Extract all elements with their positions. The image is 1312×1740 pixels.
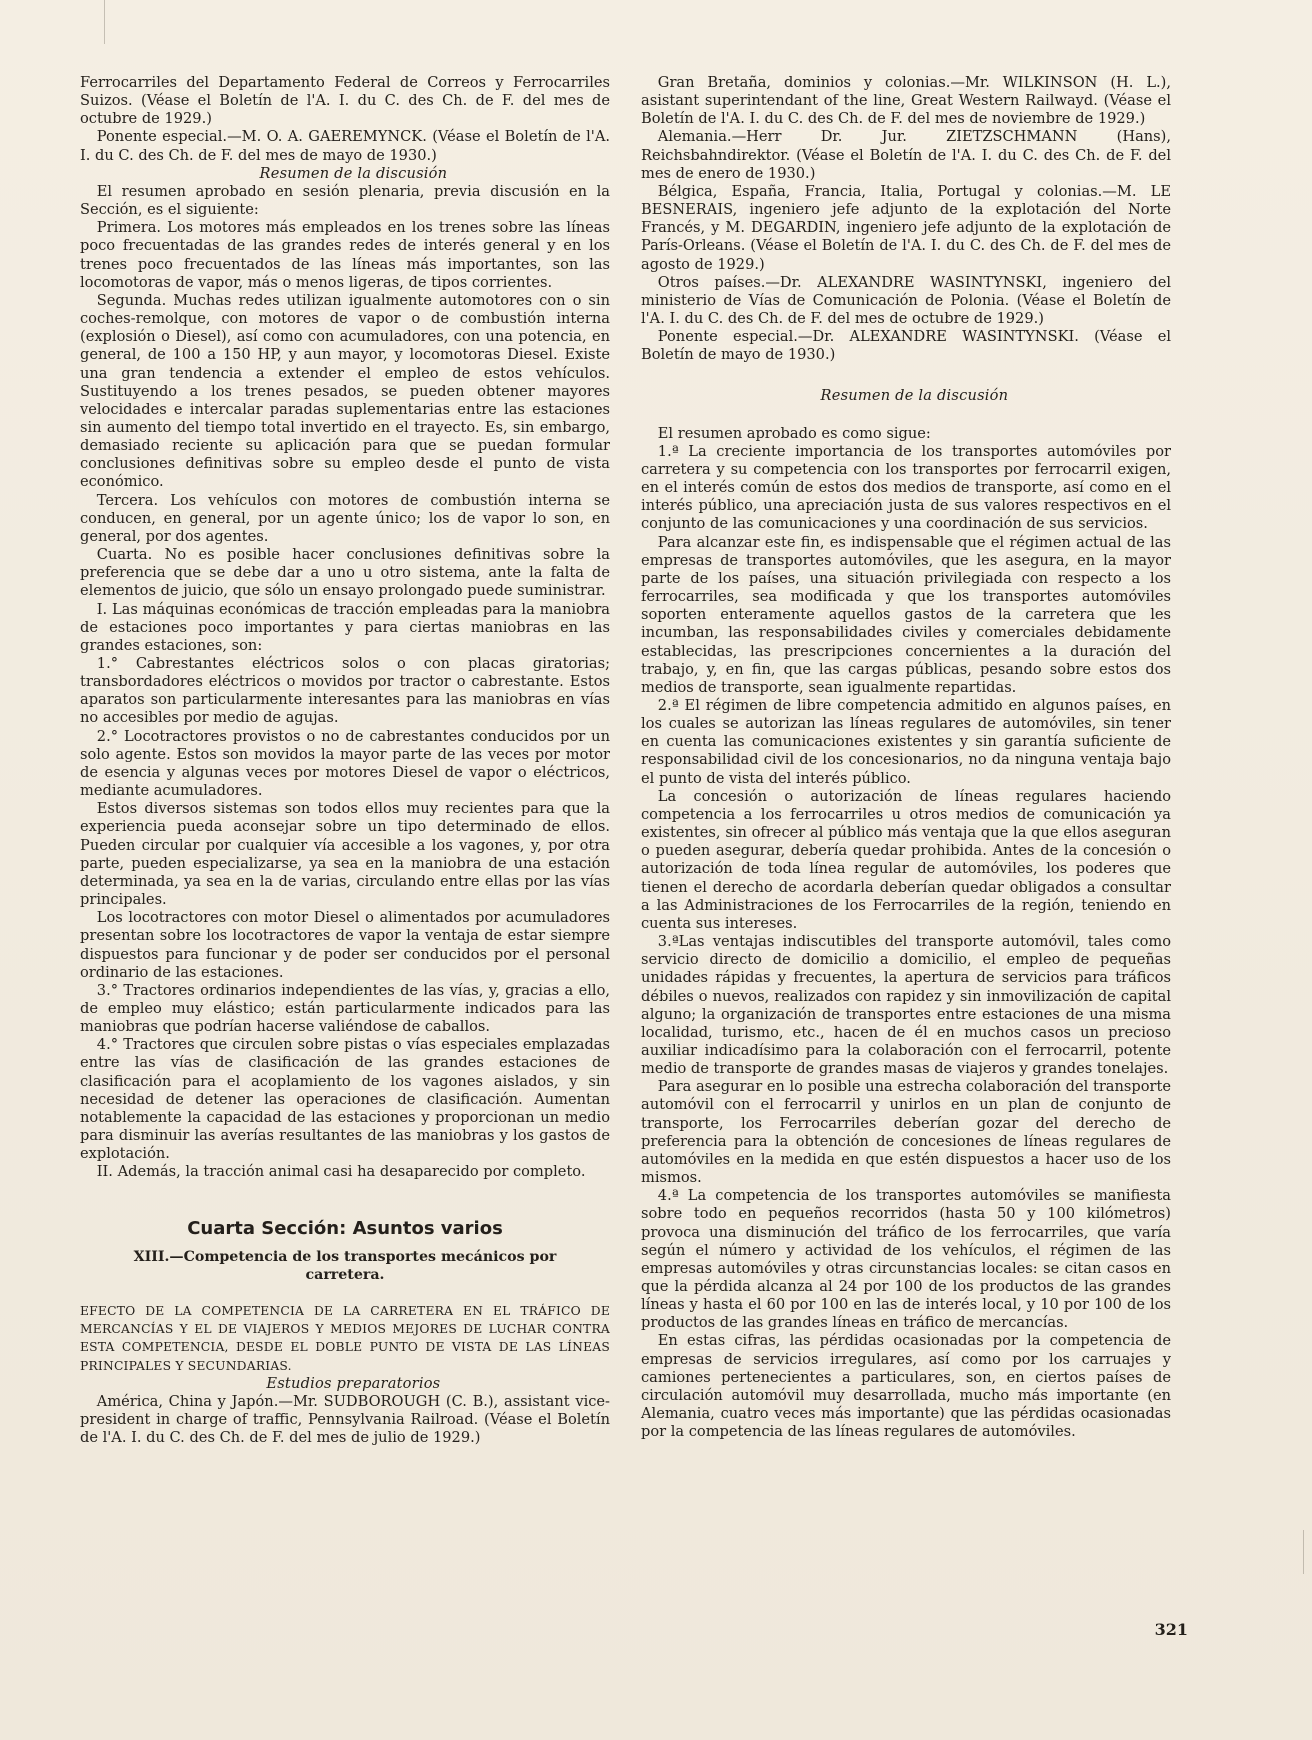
paragraph: 3.° Tractores ordinarios independientes de las vías, y, gracias a ello, de empleo muy elástico; están particularmente indicados para las maniobras que podrían hacerse valiéndose de caballos. bbox=[80, 981, 610, 1036]
paragraph: 1.° Cabrestantes eléctricos solos o con placas giratorias; transbordadores eléctricos o movidos por tractor o cabrestante. Estos aparatos son particularmente interesantes para las maniobras en vías no accesibles por medio de agujas. bbox=[80, 655, 610, 727]
paragraph: Ponente especial.—M. O. A. GAEREMYNCK. (Véase el Boletín de l'A. I. du C. des Ch. de F. del mes de mayo de 1930.) bbox=[80, 128, 610, 164]
paragraph: Gran Bretaña, dominios y colonias.—Mr. WILKINSON (H. L.), asistant superintendant of the line, Great Western Railwayd. (Véase el Boletín de l'A. I. du C. des Ch. de F. del mes de noviembre de 1929.) bbox=[641, 74, 1171, 128]
paragraph: Otros países.—Dr. ALEXANDRE WASINTYNSKI, ingeniero del ministerio de Vías de Comunicación de Polonia. (Véase el Boletín de l'A. I. du C. des Ch. de F. del mes de octubre de 1929.) bbox=[641, 273, 1171, 328]
paragraph: Cuarta. No es posible hacer conclusiones definitivas sobre la preferencia que se debe dar a uno u otro sistema, ante la falta de elementos de juicio, que sólo un ensayo prolongado puede suministrar. bbox=[80, 546, 610, 600]
paragraph: 2.° Locotractores provistos o no de cabrestantes conducidos por un solo agente. Estos son movidos la mayor parte de las veces por motor de esencia y algunas veces por motores Diesel de vapor o eléctricos, mediante acumuladores. bbox=[80, 727, 610, 800]
page-number: 321 bbox=[1154, 1620, 1188, 1639]
right-column bbox=[641, 74, 1171, 1441]
paragraph: II. Además, la tracción animal casi ha desaparecido por completo. bbox=[96, 1163, 586, 1181]
left-column bbox=[80, 74, 610, 1448]
paragraph: I. Las máquinas económicas de tracción empleadas para la maniobra de estaciones poco importantes y para ciertas maniobras en las grandes estaciones, son: bbox=[80, 600, 610, 654]
paragraph: 2.ª El régimen de libre competencia admitido en algunos países, en los cuales se autorizan las líneas regulares de automóviles, sin tener en cuenta las comunicaciones existentes y sin garantía suficiente de responsabilidad civil de los concesionarios, no da ninguna ventaja bajo el punto de vista del interés público. bbox=[641, 697, 1171, 787]
paragraph: Para alcanzar este fin, es indispensable que el régimen actual de las empresas de transportes automóviles, que les asegura, en la mayor parte de los países, una situación privilegiada con respecto a los ferrocarriles, sea modificada y que los transportes automóviles soporten enteramente aquellos gastos de la carretera que les incumban, las responsabilidades civiles y comerciales debidamente establecidas, las prescripciones concernientes a la duración del trabajo, y, en fin, que las cargas públicas, pesando sobre estos dos medios de transporte, sean igualmente repartidas. bbox=[641, 533, 1171, 696]
scan-artifact-line bbox=[104, 0, 105, 44]
section-heading-resumen: Resumen de la discusión bbox=[259, 164, 448, 182]
subsection-title: XIII.—Competencia de los transportes mecánicos por carretera. bbox=[133, 1248, 557, 1283]
section-title: Cuarta Sección: Asuntos varios bbox=[187, 1217, 503, 1239]
scan-artifact-line bbox=[1303, 1530, 1304, 1574]
section-heading-resumen: Resumen de la discusión bbox=[820, 386, 1009, 404]
paragraph: La concesión o autorización de líneas regulares haciendo competencia a los ferrocarriles u otros medios de comunicación ya existentes, sin ofrecer al público más ventaja que la que ellos aseguran o pueden asegurar, debería quedar prohibida. Antes de la concesión o autorización de toda línea regular de automóviles, los poderes que tienen el derecho de acordarla deberían quedar obligados a consultar a las Administraciones de los Ferrocarriles de la región, teniendo en cuenta sus intereses. bbox=[641, 787, 1171, 932]
paragraph: Ponente especial.—Dr. ALEXANDRE WASINTYNSKI. (Véase el Boletín de mayo de 1930.) bbox=[641, 328, 1171, 364]
section-heading-estudios: Estudios preparatorios bbox=[266, 1374, 441, 1392]
topic-statement: EFECTO DE LA COMPETENCIA DE LA CARRETERA EN EL TRÁFICO DE MERCANCÍAS Y EL DE VIAJEROS Y MEDIOS MEJORES DE LUCHAR CONTRA ESTA COMPETENCIA, DESDE EL DOBLE PUNTO DE VISTA DE LAS LÍNEAS PRINCIPALES Y SECUNDARIAS. bbox=[80, 1303, 610, 1373]
paragraph: En estas cifras, las pérdidas ocasionadas por la competencia de empresas de servicios irregulares, así como por los carruajes y camiones pertenecientes a particulares, son, en ciertos países de circulación automóvil muy desarrollada, mucho más importante (en Alemania, cuatro veces más importante) que las pérdidas ocasionadas por la competencia de las líneas regulares de automóviles. bbox=[641, 1332, 1171, 1441]
paragraph: Bélgica, España, Francia, Italia, Portugal y colonias.—M. LE BESNERAIS, ingeniero jefe adjunto de la explotación del Norte Francés, y M. DEGARDIN, ingeniero jefe adjunto de la explotación de París-Orleans. (Véase el Boletín de l'A. I. du C. des Ch. de F. del mes de agosto de 1929.) bbox=[641, 182, 1171, 273]
paragraph: El resumen aprobado en sesión plenaria, previa discusión en la Sección, es el siguiente: bbox=[80, 182, 610, 219]
paragraph: 4.° Tractores que circulen sobre pistas o vías especiales emplazadas entre las vías de clasificación de las grandes estaciones de clasificación para el acoplamiento de los vagones aislados, y sin necesidad de detener las operaciones de clasificación. Aumentan notablemente la capacidad de las estaciones y proporcionan un medio para disminuir las averías resultantes de las maniobras y los gastos de explotación. bbox=[80, 1036, 610, 1163]
paragraph: Tercera. Los vehículos con motores de combustión interna se conducen, en general, por un agente único; los de vapor lo son, en general, por dos agentes. bbox=[80, 491, 610, 545]
paragraph: 3.ªLas ventajas indiscutibles del transporte automóvil, tales como servicio directo de domicilio a domicilio, el empleo de pequeñas unidades rápidas y frecuentes, la apertura de servicios para tráficos débiles o nuevos, realizados con rapidez y sin inmovilización de capital alguno; la organización de transportes entre estaciones de una misma localidad, turismo, etc., hacen de él en muchos casos un precioso auxiliar indicadísimo para la colaboración con el ferrocarril, potente medio de transporte de grandes masas de viajeros y grandes tonelajes. bbox=[641, 933, 1171, 1078]
paragraph: 4.ª La competencia de los transportes automóviles se manifiesta sobre todo en pequeños recorridos (hasta 50 y 100 kilómetros) provoca una disminución del tráfico de los ferrocarriles, que varía según el número y actividad de los vehículos, el régimen de las empresas automóviles y otras circunstancias locales: se citan casos en que la pérdida alcanza al 24 por 100 de los productos de las grandes líneas y hasta el 60 por 100 en las de interés local, y 10 por 100 de los productos de las grandes líneas en tráfico de mercancías. bbox=[641, 1187, 1171, 1332]
paragraph: América, China y Japón.—Mr. SUDBOROUGH (C. B.), assistant vice-president in charge of traffic, Pennsylvania Railroad. (Véase el Boletín de l'A. I. du C. des Ch. de F. del mes de julio de 1929.) bbox=[80, 1393, 610, 1447]
paragraph: Para asegurar en lo posible una estrecha colaboración del transporte automóvil con el ferrocarril y unirlos en un plan de conjunto de transporte, los Ferrocarriles deberían gozar del derecho de preferencia para la obtención de concesiones de líneas regulares de automóviles en la medida en que estén dispuestos a hacer uso de los mismos. bbox=[641, 1078, 1171, 1187]
paragraph: Alemania.—Herr Dr. Jur. ZIETZSCHMANN (Hans), Reichsbahndirektor. (Véase el Boletín de l'A. I. du C. des Ch. de F. del mes de enero de 1930.) bbox=[641, 128, 1171, 182]
paragraph: Segunda. Muchas redes utilizan igualmente automotores con o sin coches-remolque, con motores de vapor o de combustión interna (explosión o Diesel), así como con acumuladores, con una potencia, en general, de 100 a 150 HP, y aun mayor, y locomotoras Diesel. Existe una gran tendencia a extender el empleo de estos vehículos. Sustituyendo a los trenes pesados, se pueden obtener mayores velocidades e intercalar paradas suplementarias entre las estaciones sin aumento del tiempo total invertido en el trayecto. Es, sin embargo, demasiado reciente su aplicación para que se puedan formular conclusiones definitivas sobre su empleo desde el punto de vista económico. bbox=[80, 291, 610, 491]
paragraph: Estos diversos sistemas son todos ellos muy recientes para que la experiencia pueda aconsejar sobre un tipo determinado de ellos. Pueden circular por cualquier vía accesible a los vagones, y, por otra parte, pueden especializarse, ya sea en la maniobra de una estación determinada, ya sea en la de varias, circulando entre ellas por las vías principales. bbox=[80, 800, 610, 909]
paragraph: 1.ª La creciente importancia de los transportes automóviles por carretera y su competencia con los transportes por ferrocarril exigen, en el interés común de estos dos medios de transporte, así como en el interés público, una apreciación justa de sus valores respectivos en el conjunto de las comunicaciones y una coordinación de sus servicios. bbox=[641, 442, 1171, 533]
paragraph: Los locotractores con motor Diesel o alimentados por acumuladores presentan sobre los locotractores de vapor la ventaja de estar siempre dispuestos para funcionar y de poder ser conducidos por el personal ordinario de las estaciones. bbox=[80, 909, 610, 981]
paragraph: Primera. Los motores más empleados en los trenes sobre las líneas poco frecuentadas de las grandes redes de interés general y en los trenes poco frecuentados de las líneas más importantes, son las locomotoras de vapor, más o menos ligeras, de tipos corrientes. bbox=[80, 219, 610, 291]
paragraph: Ferrocarriles del Departamento Federal de Correos y Ferrocarriles Suizos. (Véase el Boletín de l'A. I. du C. des Ch. de F. del mes de octubre de 1929.) bbox=[80, 74, 610, 128]
paragraph: El resumen aprobado es como sigue: bbox=[657, 424, 931, 442]
